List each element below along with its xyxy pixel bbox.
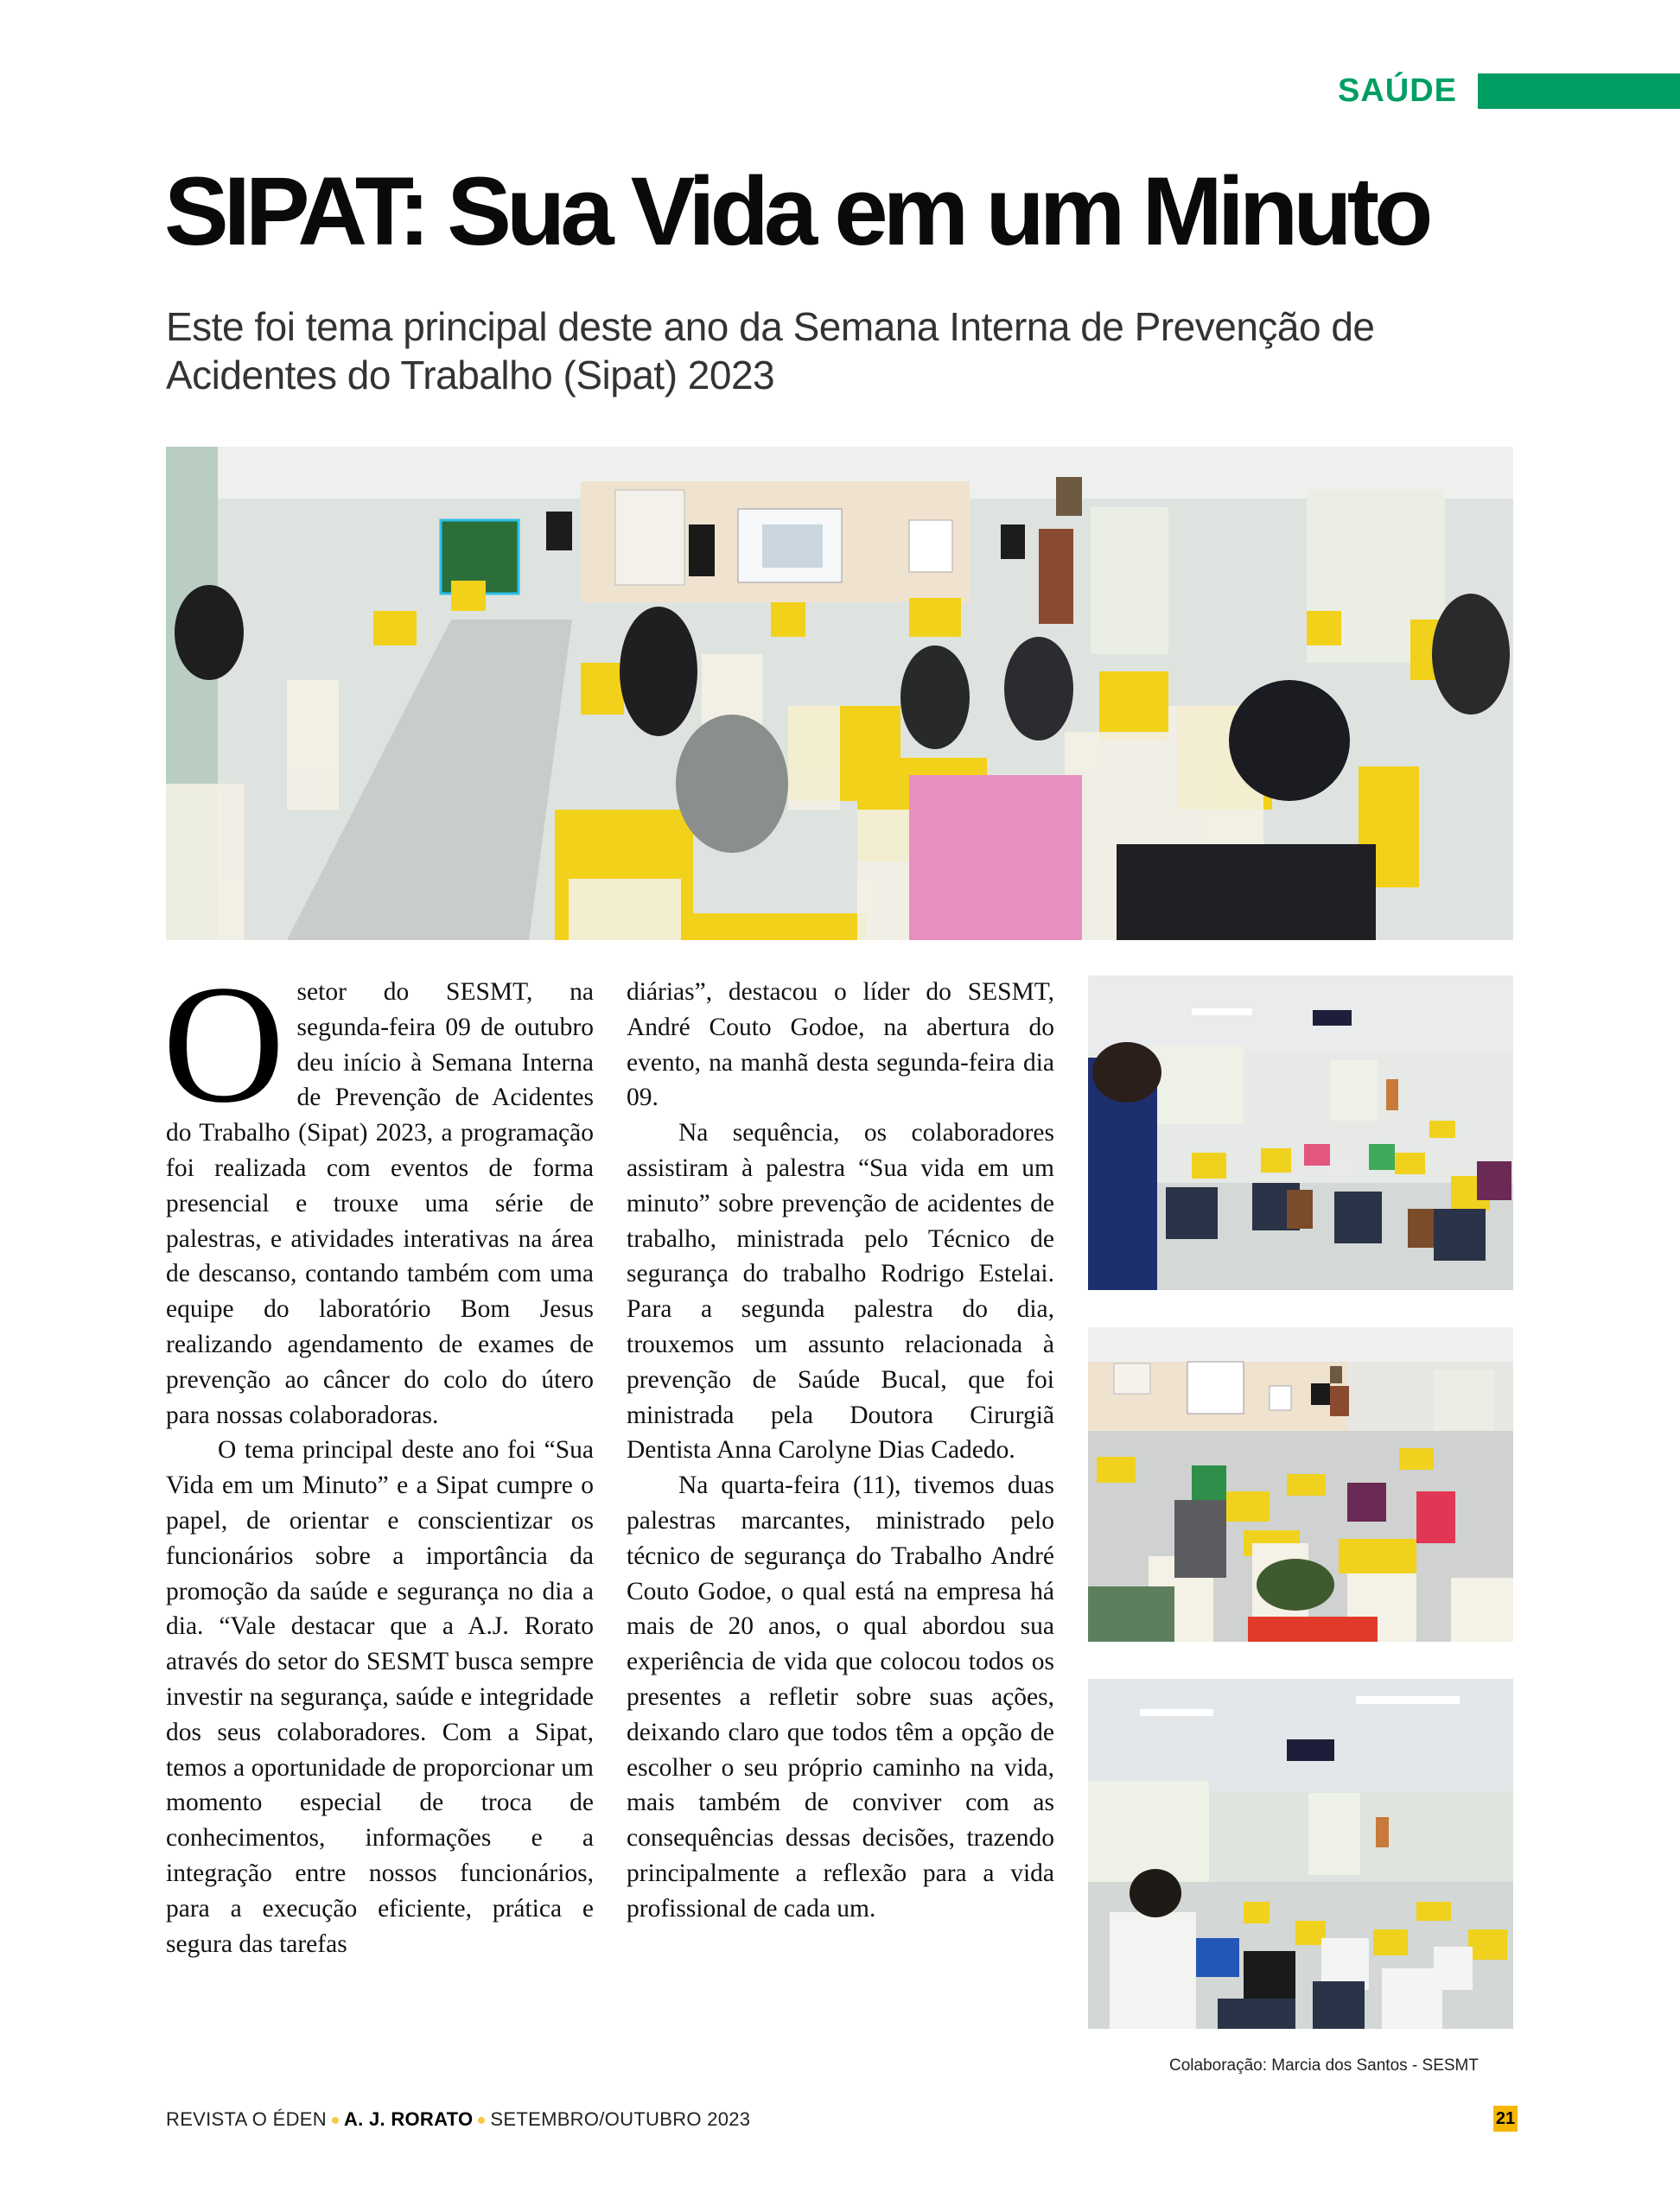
- article-column-2: [627, 975, 1054, 1927]
- section-label: SAÚDE: [1338, 73, 1458, 109]
- article-title: SIPAT: Sua Vida em um Minuto: [164, 157, 1429, 265]
- magazine-name: REVISTA O ÉDEN: [166, 2108, 327, 2130]
- paragraph-4: Na sequência, os colaboradores assistiram à palestra “Sua vida em um minuto” sobre prevenção de acidentes de trabalho, ministrada pelo Técnico de segurança do trabalho Rodrigo Estelai. Para a segunda palestra do dia, trouxemos um assunto relacionada à prevenção de Saúde Bucal, que foi ministrada pela Doutora Cirurgiã Dentista Anna Carolyne Dias Cadedo.: [627, 1119, 1054, 1465]
- side-photo-2: [1088, 1327, 1513, 1642]
- photo-credit: Colaboração: Marcia dos Santos - SESMT: [1169, 2056, 1479, 2075]
- dropcap-letter: O: [162, 950, 285, 1138]
- paragraph-3: diárias”, destacou o líder do SESMT, André Couto Godoe, na abertura do evento, na manhã desta segunda-feira dia 09.: [627, 978, 1054, 1112]
- separator-dot-icon: [478, 2117, 485, 2124]
- page-footer: [166, 2108, 750, 2131]
- paragraph-2: O tema principal deste ano foi “Sua Vida em um Minuto” e a Sipat cumpre o papel, de orientar e conscientizar os funcionários sobre a importância da promoção da saúde e segurança no dia a dia. “Vale destacar que a A.J. Rorato através do setor do SESMT busca sempre investir na segurança, saúde e integridade dos seus colaboradores. Com a Sipat, temos a oportunidade de proporcionar um momento especial de troca de conhecimentos, informações e a integração entre nossos funcionários, para a execução eficiente, prática e segura das tarefas: [166, 1436, 594, 1958]
- section-accent-bar: [1478, 73, 1680, 109]
- article-subtitle: Este foi tema principal deste ano da Semana Interna de Prevenção de Acidentes do Trabalho (Sipat) 2023: [166, 304, 1375, 397]
- paragraph-5: Na quarta-feira (11), tivemos duas palestras marcantes, ministrado pelo técnico de segurança do Trabalho André Couto Godoe, o qual está na empresa há mais de 20 anos, o qual abordou sua experiência de vida que colocou todos os presentes a refletir sobre suas ações, deixando claro que todos têm a opção de escolher o seu próprio caminho na vida, mais também de conviver com as consequências dessas decisões, trazendo principalmente a reflexão para a vida profissional de cada um.: [627, 1471, 1054, 1923]
- company-name: A. J. RORATO: [343, 2108, 474, 2130]
- side-photo-3: [1088, 1679, 1513, 2029]
- side-photo-1: [1088, 976, 1513, 1290]
- main-photo-audience: [166, 447, 1513, 940]
- edition-date: SETEMBRO/OUTUBRO 2023: [490, 2108, 751, 2130]
- paragraph-1: setor do SESMT, na segunda-feira 09 de outubro deu início à Semana Interna de Prevenção de Acidentes do Trabalho (Sipat) 2023, a programação foi realizada com eventos de forma presencial e trouxe uma série de palestras, e atividades interativas na área de descanso, contando também com uma equipe do laboratório Bom Jesus realizando agendamento de exames de prevenção ao câncer do colo do útero para nossas colaboradoras.: [166, 978, 594, 1429]
- page-number: 21: [1493, 2106, 1518, 2132]
- article-column-1: [162, 950, 594, 1961]
- separator-dot-icon: [332, 2117, 339, 2124]
